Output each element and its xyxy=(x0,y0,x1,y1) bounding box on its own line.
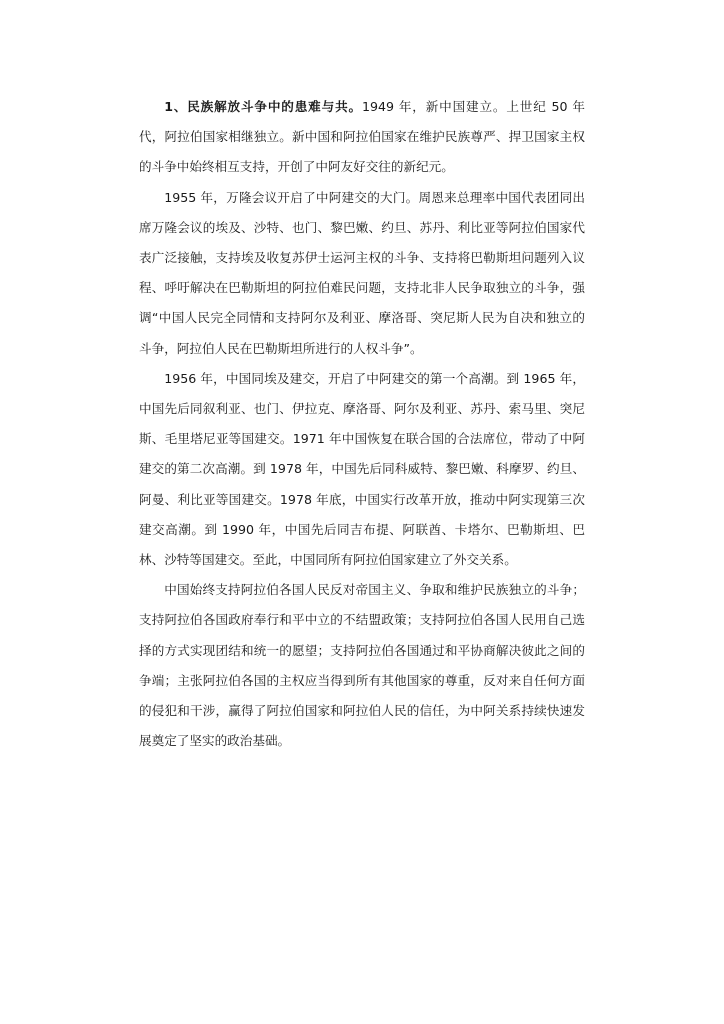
section-heading: 1、民族解放斗争中的患难与共。 xyxy=(164,99,362,114)
paragraph-1 xyxy=(139,92,585,183)
paragraph-text: 1955 年，万隆会议开启了中阿建交的大门。周恩来总理率中国代表团同出席万隆会议的埃及、沙特、也门、黎巴嫩、约旦、苏丹、利比亚等阿拉伯国家代表广泛接触，支持埃及收复苏伊士运河主权的斗争、支持将巴勒斯坦问题列入议程、呼吁解决在巴勒斯坦的阿拉伯难民问题，支持北非人民争取独立的斗争，强调“中国人民完全同情和支持阿尔及利亚、摩洛哥、突尼斯人民为自决和独立的斗争，阿拉伯人民在巴勒斯坦所进行的人权斗争”。 xyxy=(139,189,585,356)
paragraph-3 xyxy=(139,364,585,575)
paragraph-4 xyxy=(139,575,585,756)
paragraph-2 xyxy=(139,183,585,364)
paragraph-text: 1949 年，新中国建立。上世纪 50 年代，阿拉伯国家相继独立。新中国和阿拉伯国家在维护民族尊严、捍卫国家主权的斗争中始终相互支持，开创了中阿友好交往的新纪元。 xyxy=(139,99,585,175)
paragraph-text: 中国始终支持阿拉伯各国人民反对帝国主义、争取和维护民族独立的斗争；支持阿拉伯各国政府奉行和平中立的不结盟政策；支持阿拉伯各国人民用自己选择的方式实现团结和统一的愿望；支持阿拉伯各国通过和平协商解决彼此之间的争端；主张阿拉伯各国的主权应当得到所有其他国家的尊重，反对来自任何方面的侵犯和干涉，赢得了阿拉伯国家和阿拉伯人民的信任，为中阿关系持续快速发展奠定了坚实的政治基础。 xyxy=(139,582,585,749)
paragraph-text: 1956 年，中国同埃及建交，开启了中阿建交的第一个高潮。到 1965 年，中国先后同叙利亚、也门、伊拉克、摩洛哥、阿尔及利亚、苏丹、索马里、突尼斯、毛里塔尼亚等国建交。1971 年中国恢复在联合国的合法席位，带动了中阿建交的第二次高潮。到 1978 年，中国先后同科威特、黎巴嫩、科摩罗、约旦、阿曼、利比亚等国建交。1978 年底，中国实行改革开放，推动中阿实现第三次建交高潮。到 1990 年，中国先后同吉布提、阿联酋、卡塔尔、巴勒斯坦、巴林、沙特等国建交。至此，中国同所有阿拉伯国家建立了外交关系。 xyxy=(139,370,585,568)
document-page xyxy=(139,92,585,756)
